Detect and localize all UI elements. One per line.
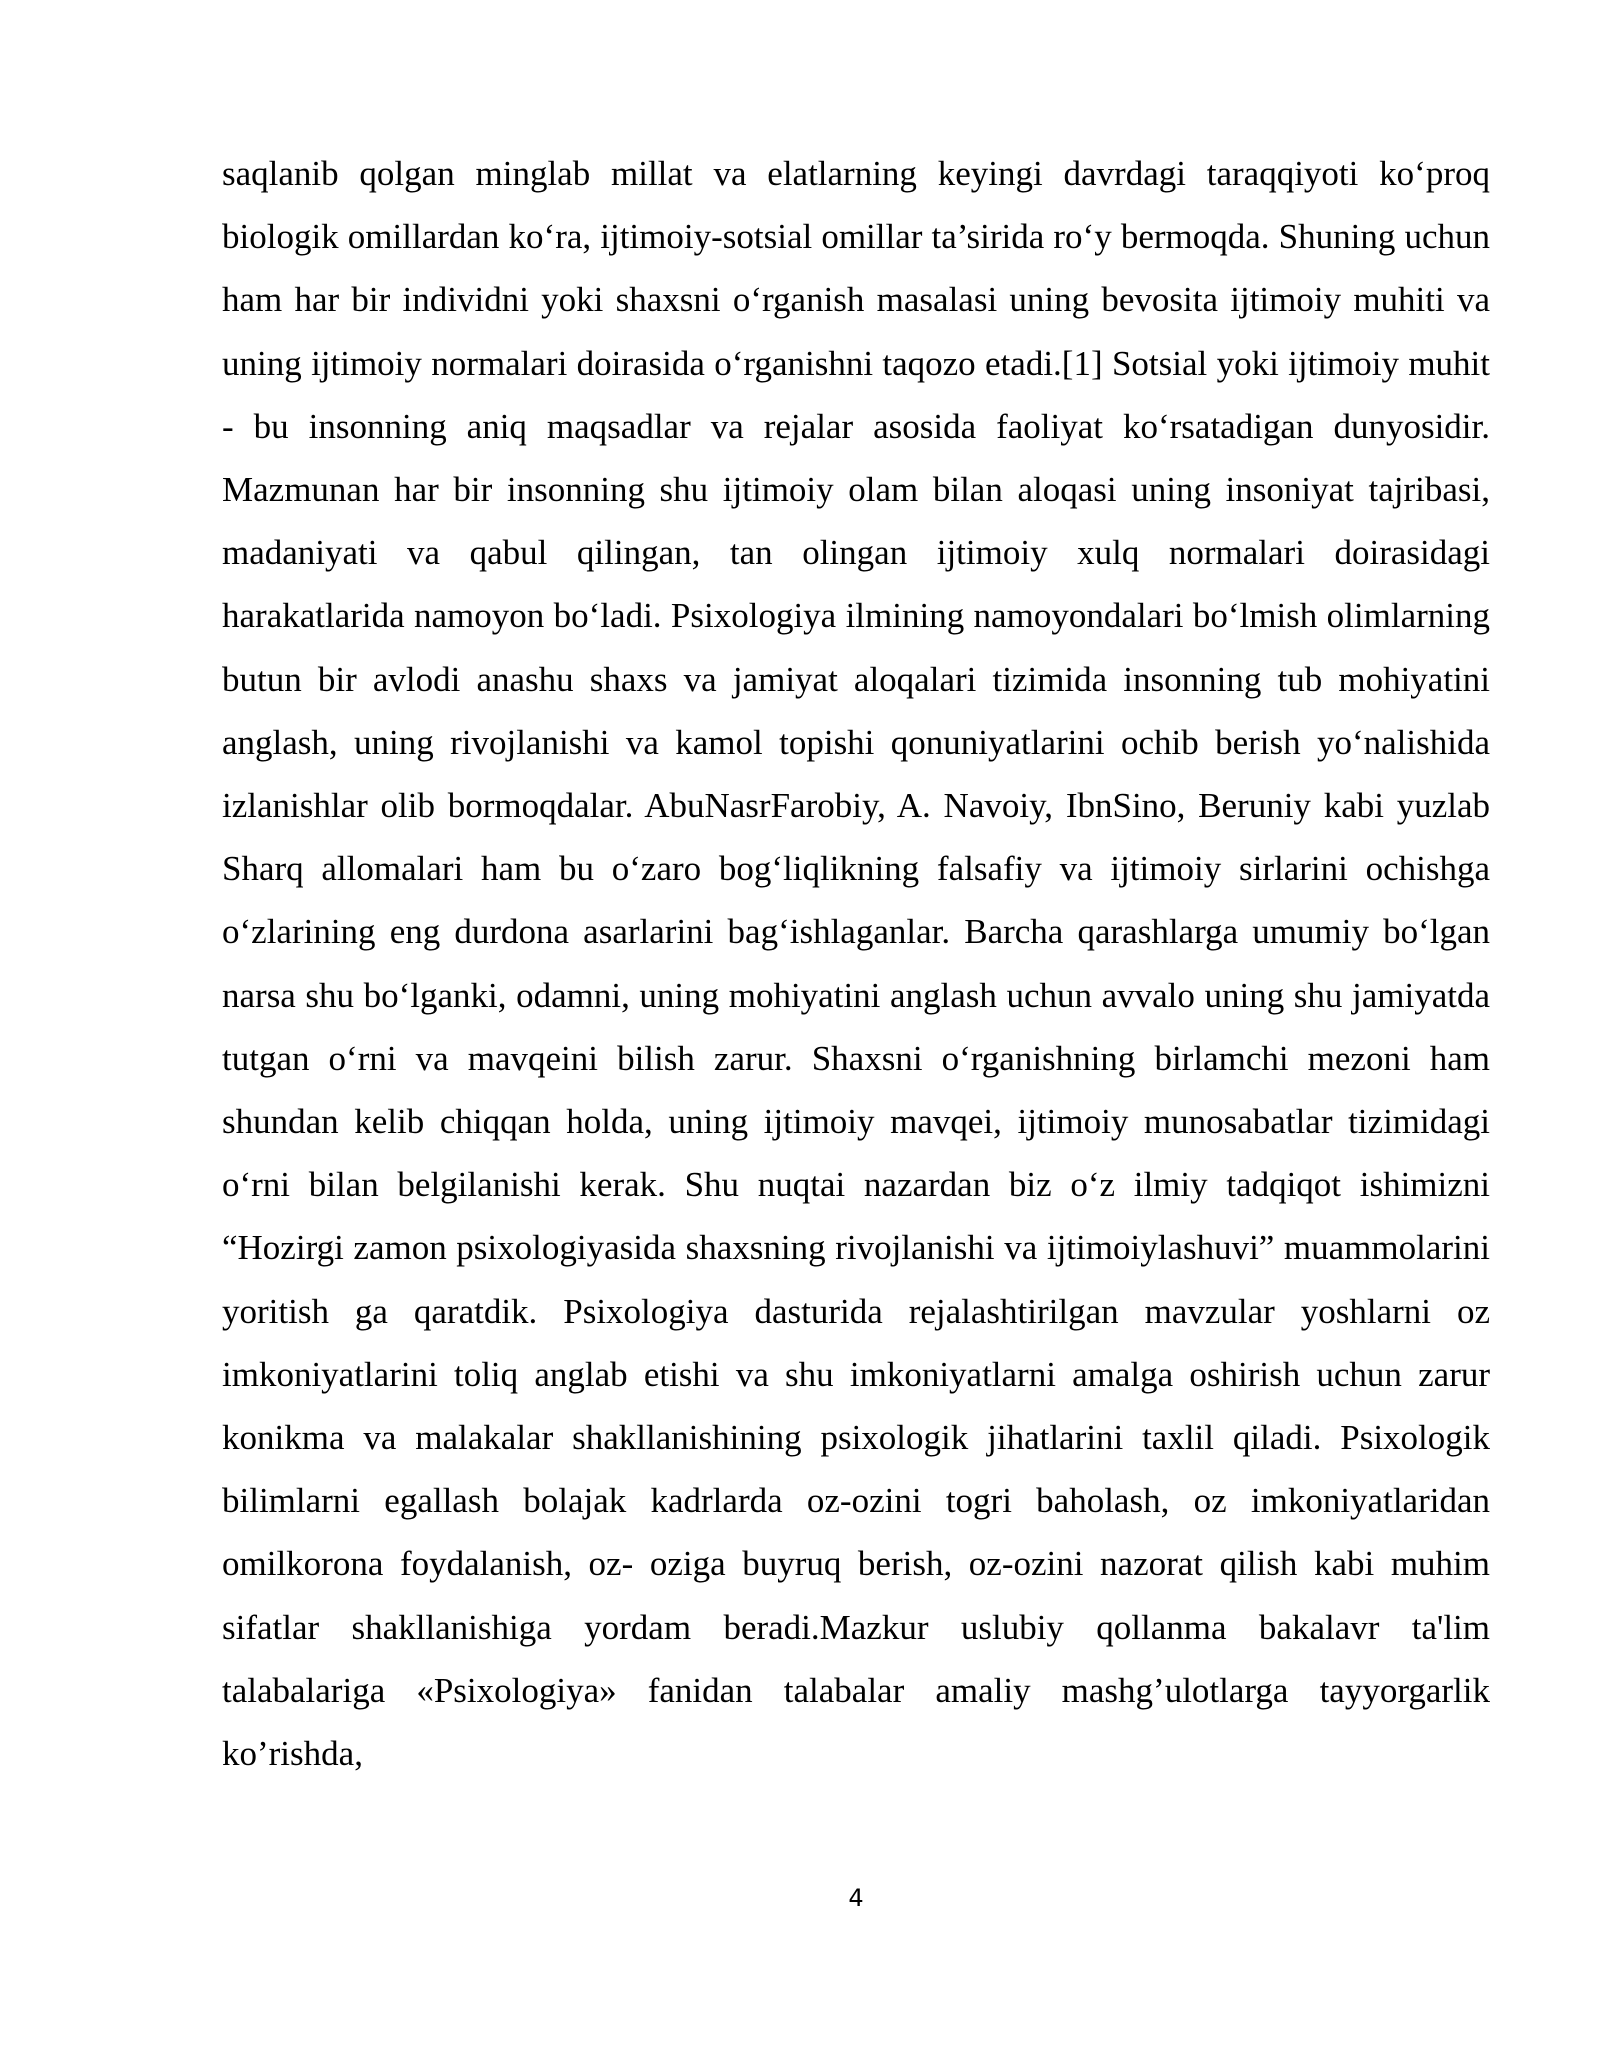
body-paragraph: saqlanib qolgan minglab millat va elatlarning keyingi davrdagi taraqqiyoti ko‘proq biologik omillardan ko‘ra, ijtimoiy-sotsial omillar ta’sirida ro‘y bermoqda. Shuning uchun ham har bir individni yoki shaxsni o‘rganish masalasi uning bevosita ijtimoiy muhiti va uning ijtimoiy normalari doirasida o‘rganishni taqozo etadi.[1] Sotsial yoki ijtimoiy muhit - bu insonning aniq maqsadlar va rejalar asosida faoliyat ko‘rsatadigan dunyosidir. Mazmunan har bir insonning shu ijtimoiy olam bilan aloqasi uning insoniyat tajribasi, madaniyati va qabul qilingan, tan olingan ijtimoiy xulq normalari doirasidagi harakatlarida namoyon bo‘ladi. Psixologiya ilmining namoyondalari bo‘lmish olimlarning butun bir avlodi anashu shaxs va jamiyat aloqalari tizimida insonning tub mohiyatini anglash, uning rivojlanishi va kamol topishi qonuniyatlarini ochib berish yo‘nalishida izlanishlar olib bormoqdalar. AbuNasrFarobiy, A. Navoiy, IbnSino, Beruniy kabi yuzlab Sharq allomalari ham bu o‘zaro bog‘liqlikning falsafiy va ijtimoiy sirlarini ochishga o‘zlarining eng durdona asarlarini bag‘ishlaganlar. Barcha qarashlarga umumiy bo‘lgan narsa shu bo‘lganki, odamni, uning mohiyatini anglash uchun avvalo uning shu jamiyatda tutgan o‘rni va mavqeini bilish zarur. Shaxsni o‘rganishning birlamchi mezoni ham shundan kelib chiqqan holda, uning ijtimoiy mavqei, ijtimoiy munosabatlar tizimidagi o‘rni bilan belgilanishi kerak. Shu nuqtai nazardan biz o‘z ilmiy tadqiqot ishimizni “Hozirgi zamon psixologiyasida shaxsning rivojlanishi va ijtimoiylashuvi” muammolarini yoritish ga qaratdik. Psixologiya dasturida rejalashtirilgan mavzular yoshlarni oz imkoniyatlarini toliq anglab etishi va shu imkoniyatlarni amalga oshirish uchun zarur konikma va malakalar shakllanishining psixologik jihatlarini taxlil qiladi. Psixologik bilimlarni egallash bolajak kadrlarda oz-ozini togri baholash, oz imkoniyatlaridan omilkorona foydalanish, oz- oziga buyruq berish, oz-ozini nazorat qilish kabi muhim sifatlar shakllanishiga yordam beradi.Mazkur uslubiy qollanma bakalavr ta'lim talabalariga «Psixologiya» fanidan talabalar amaliy mashg’ulotlarga tayyorgarlik ko’rishda,	[222, 154, 1490, 1774]
page-number: 4	[848, 1884, 864, 1912]
